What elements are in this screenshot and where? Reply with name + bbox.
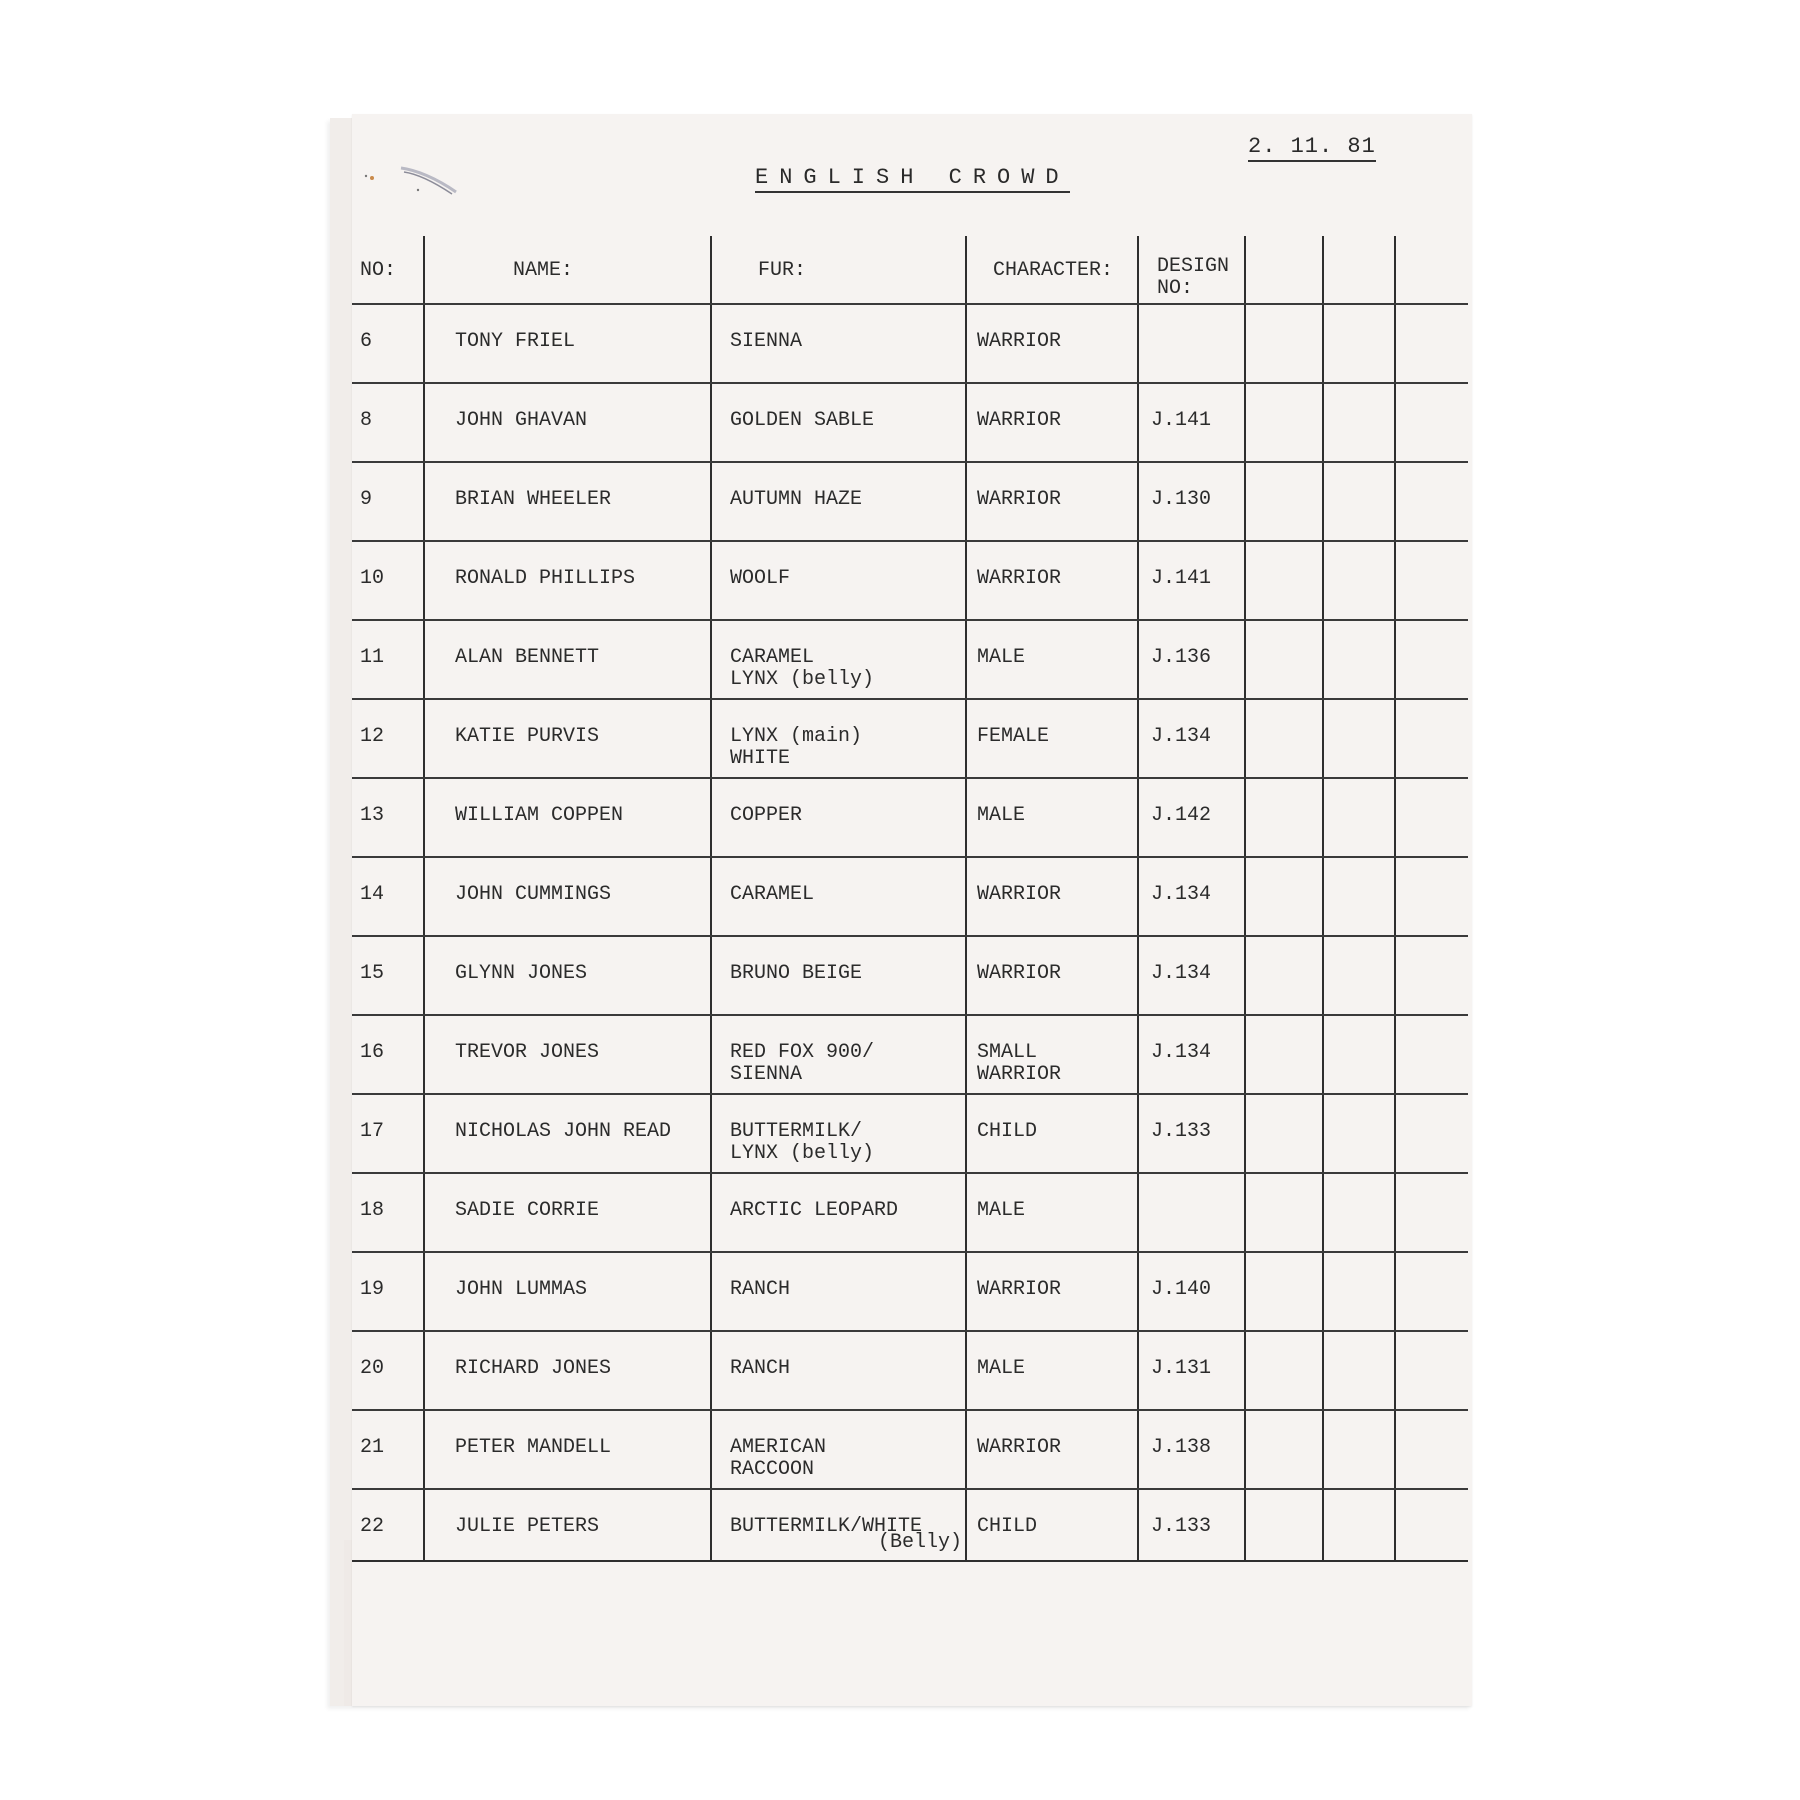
cell-design-no [1138, 1489, 1245, 1561]
cell-design-no-line1: J.131 [1151, 1357, 1212, 1380]
cell-design-no [1138, 778, 1245, 857]
cell-design-no [1138, 541, 1245, 620]
cell-character-line1: CHILD [977, 1120, 1038, 1143]
cell-blank-3 [1395, 857, 1468, 936]
cell-name [424, 936, 711, 1015]
cell-character-line1: MALE [977, 1357, 1026, 1380]
cell-name [424, 1331, 711, 1410]
cell-name-line1: TREVOR JONES [455, 1041, 600, 1064]
cell-blank-3 [1395, 936, 1468, 1015]
cell-fur-line1: RED FOX 900/ [730, 1041, 875, 1064]
cell-name-line1: GLYNN JONES [455, 962, 588, 985]
cell-character [966, 1410, 1138, 1489]
cell-name-line1: JOHN LUMMAS [455, 1278, 588, 1301]
cell-fur [711, 1094, 966, 1173]
table-row [352, 1173, 1468, 1252]
cell-no [352, 1015, 424, 1094]
table-row [352, 1410, 1468, 1489]
cell-character [966, 1094, 1138, 1173]
cell-blank-1 [1245, 304, 1323, 383]
cell-character-line1: MALE [977, 804, 1026, 827]
cell-blank-2 [1323, 857, 1395, 936]
cell-name-line1: SADIE CORRIE [455, 1199, 600, 1222]
cell-fur-line1: AUTUMN HAZE [730, 488, 863, 511]
cell-blank-1 [1245, 1094, 1323, 1173]
cell-blank-2 [1323, 462, 1395, 541]
cell-fur-line1: ARCTIC LEOPARD [730, 1199, 899, 1222]
cell-fur [711, 857, 966, 936]
cell-blank-2 [1323, 304, 1395, 383]
cell-blank-2 [1323, 1015, 1395, 1094]
cell-blank-1 [1245, 620, 1323, 699]
cell-no [352, 857, 424, 936]
cell-design-no-line1: J.141 [1151, 567, 1212, 590]
cell-design-no [1138, 620, 1245, 699]
cell-name [424, 1410, 711, 1489]
cell-name [424, 1173, 711, 1252]
cell-no [352, 1331, 424, 1410]
cell-design-no-line1: J.133 [1151, 1120, 1212, 1143]
cell-blank-3 [1395, 1489, 1468, 1561]
cell-no [352, 462, 424, 541]
cell-no-line1: 14 [360, 883, 385, 906]
cell-blank-1 [1245, 462, 1323, 541]
cell-character [966, 1489, 1138, 1561]
cell-name [424, 1252, 711, 1331]
cell-no [352, 383, 424, 462]
table-row [352, 936, 1468, 1015]
cell-blank-1 [1245, 1489, 1323, 1561]
cell-fur-line1: CARAMEL [730, 883, 815, 906]
cell-character-line1: WARRIOR [977, 567, 1062, 590]
cell-fur [711, 699, 966, 778]
cell-blank-1 [1245, 1252, 1323, 1331]
cell-no-line1: 21 [360, 1436, 385, 1459]
cell-design-no [1138, 1410, 1245, 1489]
cell-fur-line1: GOLDEN SABLE [730, 409, 875, 432]
cell-blank-1 [1245, 699, 1323, 778]
crowd-table [352, 236, 1468, 1562]
table-row [352, 462, 1468, 541]
cell-character-line1: MALE [977, 1199, 1026, 1222]
staple-mark-icon [356, 160, 466, 200]
header-blank-3 [1395, 236, 1468, 304]
cell-blank-1 [1245, 778, 1323, 857]
cell-name-line1: RONALD PHILLIPS [455, 567, 636, 590]
cell-name-line1: ALAN BENNETT [455, 646, 600, 669]
cell-character [966, 1252, 1138, 1331]
cell-fur-line1: BRUNO BEIGE [730, 962, 863, 985]
cell-fur [711, 541, 966, 620]
cell-character [966, 620, 1138, 699]
cell-no-line1: 13 [360, 804, 385, 827]
cell-fur-line1: WOOLF [730, 567, 791, 590]
table-row [352, 1489, 1468, 1561]
cell-no-line1: 6 [360, 330, 373, 353]
cell-design-no [1138, 304, 1245, 383]
cell-fur-line1: LYNX (main) [730, 725, 863, 748]
cell-fur-line2: (Belly) [878, 1531, 963, 1554]
cell-fur [711, 1489, 966, 1561]
cell-no-line1: 18 [360, 1199, 385, 1222]
cell-design-no-line1: J.134 [1151, 725, 1212, 748]
cell-blank-2 [1323, 1094, 1395, 1173]
cell-blank-1 [1245, 857, 1323, 936]
cell-name-line1: JOHN GHAVAN [455, 409, 588, 432]
cell-no [352, 699, 424, 778]
cell-design-no-line1: J.133 [1151, 1515, 1212, 1538]
cell-no [352, 1173, 424, 1252]
cell-fur [711, 1410, 966, 1489]
cell-name [424, 699, 711, 778]
cell-design-no [1138, 462, 1245, 541]
cell-design-no [1138, 699, 1245, 778]
cell-no-line1: 19 [360, 1278, 385, 1301]
cell-fur [711, 778, 966, 857]
cell-blank-1 [1245, 936, 1323, 1015]
cell-name-line1: NICHOLAS JOHN READ [455, 1120, 672, 1143]
cell-character [966, 1173, 1138, 1252]
header-name: NAME: [424, 236, 711, 304]
cell-name-line1: KATIE PURVIS [455, 725, 600, 748]
cell-blank-3 [1395, 1015, 1468, 1094]
cell-character [966, 778, 1138, 857]
cell-no-line1: 17 [360, 1120, 385, 1143]
cell-character [966, 462, 1138, 541]
cell-blank-2 [1323, 1410, 1395, 1489]
cell-design-no-line1: J.141 [1151, 409, 1212, 432]
cell-blank-3 [1395, 778, 1468, 857]
cell-name [424, 304, 711, 383]
cell-blank-2 [1323, 699, 1395, 778]
cell-design-no-line1: J.142 [1151, 804, 1212, 827]
cell-fur-line2: LYNX (belly) [730, 1142, 875, 1165]
cell-blank-2 [1323, 1173, 1395, 1252]
cell-fur-line1: BUTTERMILK/WHITE [730, 1515, 923, 1538]
cell-blank-3 [1395, 1094, 1468, 1173]
cell-no [352, 1489, 424, 1561]
cell-fur [711, 462, 966, 541]
cell-blank-2 [1323, 1331, 1395, 1410]
cell-design-no-line1: J.136 [1151, 646, 1212, 669]
cell-design-no-line1: J.138 [1151, 1436, 1212, 1459]
cell-name-line1: JOHN CUMMINGS [455, 883, 612, 906]
table-row [352, 1252, 1468, 1331]
cell-name [424, 383, 711, 462]
cell-fur [711, 936, 966, 1015]
cell-fur-line1: RANCH [730, 1357, 791, 1380]
header-blank-2 [1323, 236, 1395, 304]
cell-no-line1: 15 [360, 962, 385, 985]
cell-character-line1: WARRIOR [977, 1278, 1062, 1301]
cell-no-line1: 9 [360, 488, 373, 511]
cell-blank-2 [1323, 620, 1395, 699]
cell-fur [711, 620, 966, 699]
table-row [352, 620, 1468, 699]
cell-name [424, 1489, 711, 1561]
table-row [352, 1015, 1468, 1094]
cell-character-line1: MALE [977, 646, 1026, 669]
cell-blank-3 [1395, 1173, 1468, 1252]
cell-blank-2 [1323, 1252, 1395, 1331]
table-row [352, 778, 1468, 857]
cell-fur [711, 1252, 966, 1331]
cell-fur-line2: WHITE [730, 747, 791, 770]
cell-no-line1: 20 [360, 1357, 385, 1380]
cell-blank-1 [1245, 383, 1323, 462]
cell-design-no [1138, 936, 1245, 1015]
cell-design-no [1138, 383, 1245, 462]
cell-character [966, 699, 1138, 778]
cell-name [424, 620, 711, 699]
header-design-line1: DESIGN [1157, 255, 1230, 278]
cell-blank-2 [1323, 383, 1395, 462]
cell-no [352, 304, 424, 383]
cell-fur-line1: BUTTERMILK/ [730, 1120, 863, 1143]
cell-design-no-line1: J.140 [1151, 1278, 1212, 1301]
cell-fur-line2: SIENNA [730, 1063, 803, 1086]
cell-blank-2 [1323, 541, 1395, 620]
table-header-row [352, 236, 1468, 304]
cell-fur [711, 1331, 966, 1410]
document-date: 2. 11. 81 [1248, 136, 1376, 162]
cell-blank-3 [1395, 304, 1468, 383]
cell-character-line1: FEMALE [977, 725, 1050, 748]
cell-no [352, 778, 424, 857]
cell-character-line2: WARRIOR [977, 1063, 1062, 1086]
cell-name-line1: BRIAN WHEELER [455, 488, 612, 511]
header-character: CHARACTER: [966, 236, 1138, 304]
cell-blank-1 [1245, 1331, 1323, 1410]
cell-blank-3 [1395, 383, 1468, 462]
cell-design-no [1138, 1094, 1245, 1173]
cell-design-no-line1: J.134 [1151, 962, 1212, 985]
cell-character [966, 936, 1138, 1015]
cell-name [424, 1094, 711, 1173]
cell-design-no [1138, 1331, 1245, 1410]
cell-fur-line1: RANCH [730, 1278, 791, 1301]
cell-blank-1 [1245, 1173, 1323, 1252]
cell-blank-3 [1395, 1331, 1468, 1410]
cell-no [352, 541, 424, 620]
cell-fur-line1: AMERICAN [730, 1436, 827, 1459]
cell-design-no-line1: J.134 [1151, 883, 1212, 906]
cell-fur-line1: CARAMEL [730, 646, 815, 669]
cell-fur [711, 383, 966, 462]
cell-fur [711, 1173, 966, 1252]
cell-fur-line1: SIENNA [730, 330, 803, 353]
cell-character [966, 541, 1138, 620]
header-blank-1 [1245, 236, 1323, 304]
cell-no [352, 620, 424, 699]
cell-character-line1: SMALL [977, 1041, 1038, 1064]
cell-character [966, 383, 1138, 462]
cell-character [966, 1331, 1138, 1410]
cell-character [966, 857, 1138, 936]
cell-design-no [1138, 857, 1245, 936]
cell-no [352, 1094, 424, 1173]
cell-fur-line2: RACCOON [730, 1458, 815, 1481]
cell-name [424, 541, 711, 620]
header-fur: FUR: [711, 236, 966, 304]
cell-no-line1: 22 [360, 1515, 385, 1538]
cell-design-no [1138, 1173, 1245, 1252]
cell-blank-2 [1323, 1489, 1395, 1561]
header-design-line2: NO: [1157, 277, 1194, 300]
cell-character-line1: CHILD [977, 1515, 1038, 1538]
cell-fur-line2: LYNX (belly) [730, 668, 875, 691]
table-row [352, 1331, 1468, 1410]
cell-blank-3 [1395, 541, 1468, 620]
cell-name [424, 857, 711, 936]
cell-name-line1: WILLIAM COPPEN [455, 804, 624, 827]
table-row [352, 699, 1468, 778]
cell-blank-3 [1395, 620, 1468, 699]
cell-name-line1: PETER MANDELL [455, 1436, 612, 1459]
cell-blank-3 [1395, 699, 1468, 778]
cell-design-no [1138, 1252, 1245, 1331]
cell-design-no [1138, 1015, 1245, 1094]
cell-character-line1: WARRIOR [977, 488, 1062, 511]
cell-character [966, 1015, 1138, 1094]
cell-name-line1: TONY FRIEL [455, 330, 576, 353]
cell-no-line1: 10 [360, 567, 385, 590]
cell-name [424, 778, 711, 857]
cell-blank-1 [1245, 541, 1323, 620]
cell-no-line1: 11 [360, 646, 385, 669]
header-design-no [1138, 236, 1245, 304]
cell-name [424, 462, 711, 541]
cell-blank-3 [1395, 462, 1468, 541]
cell-character-line1: WARRIOR [977, 962, 1062, 985]
cell-character [966, 304, 1138, 383]
cell-blank-2 [1323, 936, 1395, 1015]
cell-blank-1 [1245, 1410, 1323, 1489]
cell-no-line1: 8 [360, 409, 373, 432]
cell-name-line1: JULIE PETERS [455, 1515, 600, 1538]
cell-name-line1: RICHARD JONES [455, 1357, 612, 1380]
cell-no [352, 1410, 424, 1489]
table-row [352, 541, 1468, 620]
cell-no-line1: 16 [360, 1041, 385, 1064]
header-no: NO: [352, 236, 424, 304]
cell-no [352, 936, 424, 1015]
table-row [352, 857, 1468, 936]
cell-no-line1: 12 [360, 725, 385, 748]
cell-character-line1: WARRIOR [977, 409, 1062, 432]
cell-blank-1 [1245, 1015, 1323, 1094]
cell-name [424, 1015, 711, 1094]
cell-design-no-line1: J.134 [1151, 1041, 1212, 1064]
cell-no [352, 1252, 424, 1331]
document-title: ENGLISH CROWD [755, 167, 1070, 193]
cell-character-line1: WARRIOR [977, 1436, 1062, 1459]
table-row [352, 304, 1468, 383]
cell-fur [711, 1015, 966, 1094]
cell-fur [711, 304, 966, 383]
table-row [352, 383, 1468, 462]
cell-character-line1: WARRIOR [977, 883, 1062, 906]
cell-blank-2 [1323, 778, 1395, 857]
cell-fur-line1: COPPER [730, 804, 803, 827]
cell-blank-3 [1395, 1410, 1468, 1489]
cell-character-line1: WARRIOR [977, 330, 1062, 353]
cell-blank-3 [1395, 1252, 1468, 1331]
cell-design-no-line1: J.130 [1151, 488, 1212, 511]
table-row [352, 1094, 1468, 1173]
